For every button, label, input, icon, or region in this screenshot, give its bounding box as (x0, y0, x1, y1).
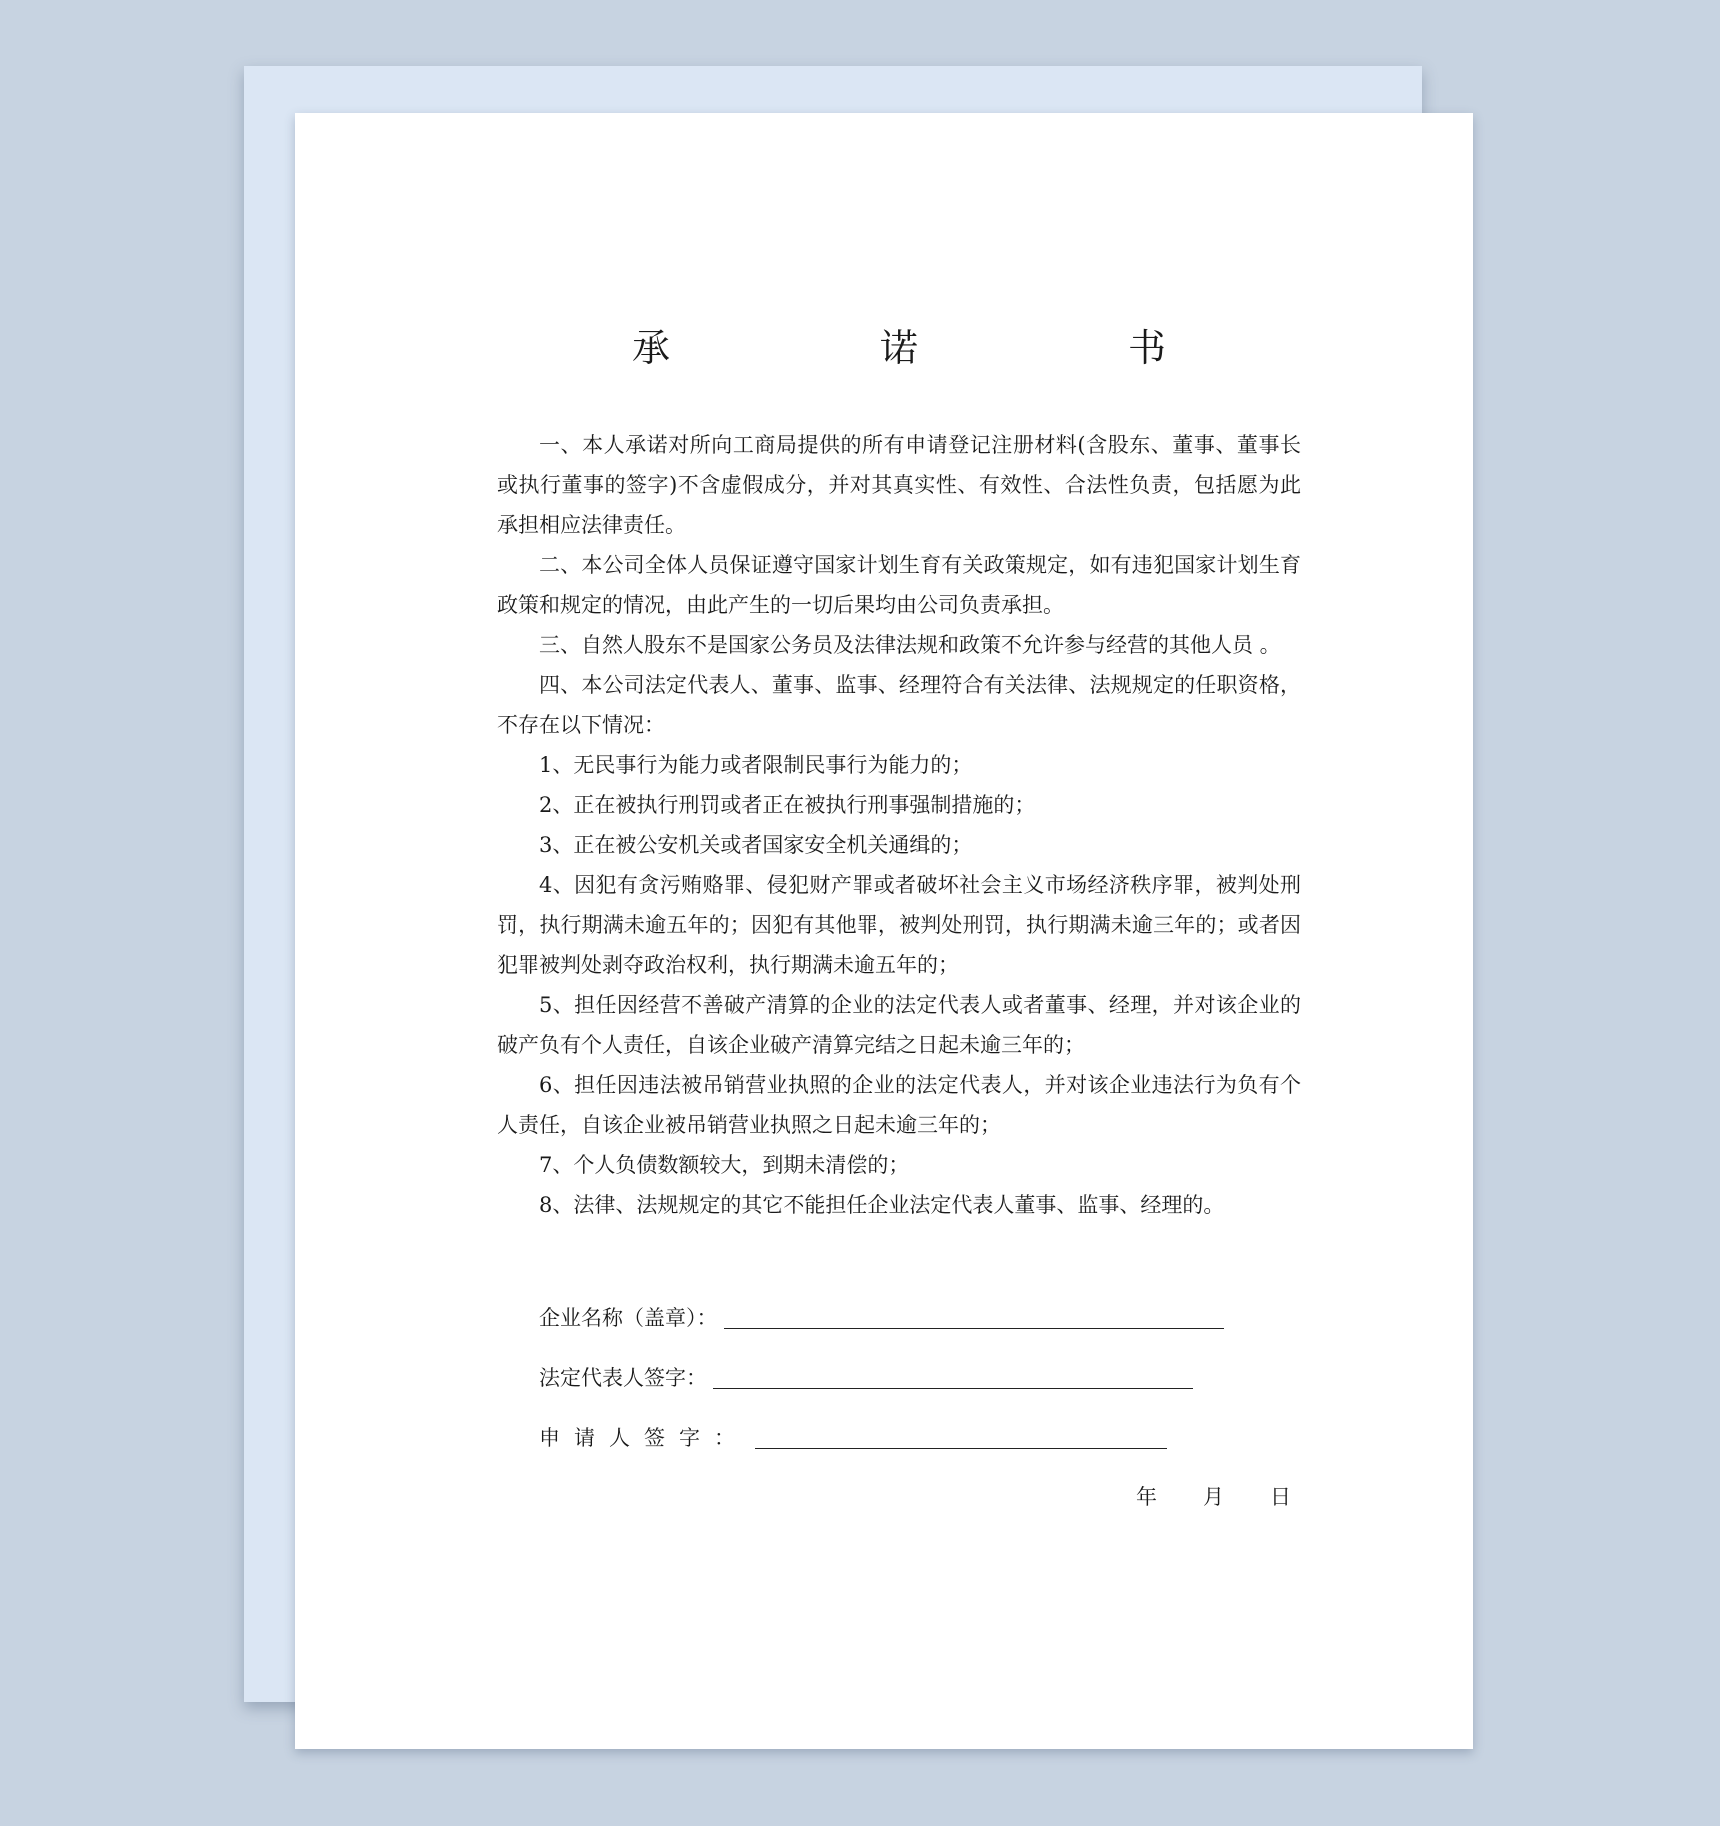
legal-rep-label: 法定代表人签字： (539, 1366, 707, 1390)
applicant-label: 申请人签字： (539, 1426, 749, 1450)
paragraph-2: 二、本公司全体人员保证遵守国家计划生育有关政策规定，如有违犯国家计划生育政策和规定的情况，由此产生的一切后果均由公司负责承担。 (497, 553, 1301, 617)
list-item-1: 1、无民事行为能力或者限制民事行为能力的； (539, 753, 973, 777)
paragraph-1: 一、本人承诺对所向工商局提供的所有申请登记注册材料(含股东、董事、董事长或执行董事的签字)不含虚假成分，并对其真实性、有效性、合法性负责，包括愿为此承担相应法律责任。 (497, 433, 1301, 537)
document-title: 承 诺 书 (631, 326, 1252, 370)
paragraph-4: 四、本公司法定代表人、董事、监事、经理符合有关法律、法规规定的任职资格，不存在以下情况： (497, 673, 1301, 737)
list-item-5: 5、担任因经营不善破产清算的企业的法定代表人或者董事、经理，并对该企业的破产负有个人责任，自该企业破产清算完结之日起未逾三年的； (497, 993, 1301, 1057)
list-item-3: 3、正在被公安机关或者国家安全机关通缉的； (539, 833, 973, 857)
list-item-8: 8、法律、法规规定的其它不能担任企业法定代表人董事、监事、经理的。 (539, 1193, 1225, 1217)
legal-rep-line[interactable] (713, 1362, 1193, 1389)
legal-rep-row (539, 1333, 1301, 1393)
date-month: 月 (1203, 1485, 1224, 1509)
applicant-row (539, 1393, 1301, 1453)
list-item-4: 4、因犯有贪污贿赂罪、侵犯财产罪或者破坏社会主义市场经济秩序罪，被判处刑罚，执行期满未逾五年的；因犯有其他罪，被判处刑罚，执行期满未逾三年的；或者因犯罪被判处剥夺政治权利，执行期满未逾五年的； (497, 873, 1301, 977)
front-paper-sheet (295, 113, 1473, 1749)
date-day: 日 (1270, 1485, 1291, 1509)
signature-block (497, 1273, 1301, 1453)
list-item-7: 7、个人负债数额较大，到期未清偿的； (539, 1153, 910, 1177)
document-content (497, 323, 1301, 1511)
paragraph-3: 三、自然人股东不是国家公务员及法律法规和政策不允许参与经营的其他人员 。 (539, 633, 1281, 657)
company-name-label: 企业名称（盖章）： (539, 1306, 718, 1330)
list-item-6: 6、担任因违法被吊销营业执照的企业的法定代表人，并对该企业违法行为负有个人责任，自该企业被吊销营业执照之日起未逾三年的； (497, 1073, 1301, 1137)
company-name-row (539, 1273, 1301, 1333)
date-row (497, 1481, 1301, 1511)
company-name-line[interactable] (724, 1302, 1224, 1329)
list-item-2: 2、正在被执行刑罚或者正在被执行刑事强制措施的； (539, 793, 1036, 817)
applicant-line[interactable] (755, 1422, 1167, 1449)
date-year: 年 (1136, 1485, 1157, 1509)
